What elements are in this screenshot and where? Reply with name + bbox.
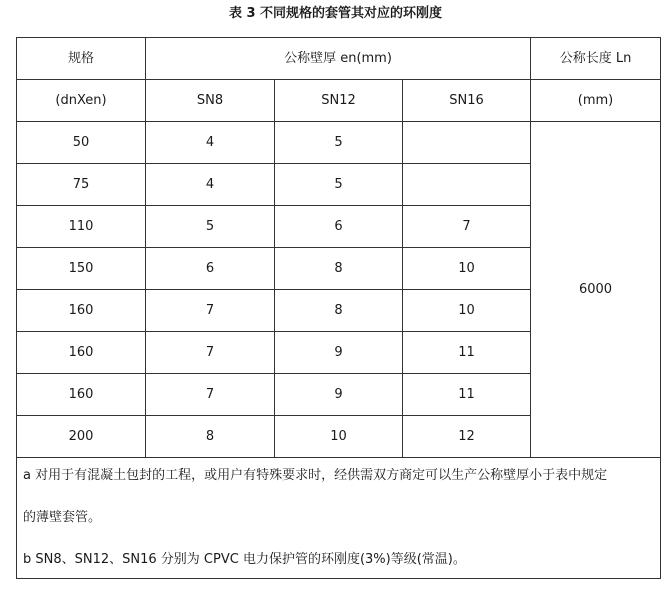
note-b: b SN8、SN12、SN16 分别为 CPVC 电力保护管的环刚度(3%)等级(常温)。 bbox=[23, 552, 466, 567]
cell-spec: 50 bbox=[17, 122, 146, 164]
cell-sn8: 4 bbox=[146, 164, 275, 206]
cell-spec: 160 bbox=[17, 332, 146, 374]
cell-sn16 bbox=[403, 164, 531, 206]
cell-sn16: 11 bbox=[403, 374, 531, 416]
header-length-label: 公称长度 Ln bbox=[531, 38, 661, 80]
table-caption: 表 3 不同规格的套管其对应的环刚度 bbox=[228, 6, 443, 21]
cell-length-value: 6000 bbox=[531, 122, 661, 458]
cell-spec: 110 bbox=[17, 206, 146, 248]
cell-sn16: 10 bbox=[403, 290, 531, 332]
header-sn12: SN12 bbox=[275, 80, 403, 122]
cell-sn8: 5 bbox=[146, 206, 275, 248]
note-a-line2: 的薄壁套管。 bbox=[23, 510, 102, 525]
cell-sn8: 4 bbox=[146, 122, 275, 164]
cell-spec: 160 bbox=[17, 290, 146, 332]
cell-sn16 bbox=[403, 122, 531, 164]
header-row-1 bbox=[17, 38, 661, 80]
header-row-2 bbox=[17, 80, 661, 122]
cell-spec: 200 bbox=[17, 416, 146, 458]
header-spec-label: 规格 bbox=[17, 38, 146, 80]
cell-spec: 160 bbox=[17, 374, 146, 416]
notes-cell bbox=[17, 458, 661, 579]
cell-sn16: 11 bbox=[403, 332, 531, 374]
cell-sn12: 8 bbox=[275, 290, 403, 332]
cell-sn12: 9 bbox=[275, 374, 403, 416]
header-spec-unit: (dnXen) bbox=[17, 80, 146, 122]
cell-sn12: 10 bbox=[275, 416, 403, 458]
cell-sn16: 12 bbox=[403, 416, 531, 458]
cell-sn12: 5 bbox=[275, 122, 403, 164]
cell-sn12: 5 bbox=[275, 164, 403, 206]
cell-sn12: 6 bbox=[275, 206, 403, 248]
cell-spec: 150 bbox=[17, 248, 146, 290]
cell-sn8: 8 bbox=[146, 416, 275, 458]
cell-sn16: 10 bbox=[403, 248, 531, 290]
cell-sn12: 8 bbox=[275, 248, 403, 290]
cell-sn8: 7 bbox=[146, 290, 275, 332]
spec-table bbox=[16, 37, 661, 579]
cell-spec: 75 bbox=[17, 164, 146, 206]
note-a-line1: a 对用于有混凝土包封的工程，或用户有特殊要求时，经供需双方商定可以生产公称壁厚小于表中规定 bbox=[23, 468, 608, 483]
table-row bbox=[17, 122, 661, 164]
notes-row bbox=[17, 458, 661, 579]
header-sn8: SN8 bbox=[146, 80, 275, 122]
cell-sn8: 6 bbox=[146, 248, 275, 290]
cell-sn16: 7 bbox=[403, 206, 531, 248]
header-length-unit: (mm) bbox=[531, 80, 661, 122]
header-thickness: 公称壁厚 en(mm) bbox=[146, 38, 531, 80]
header-sn16: SN16 bbox=[403, 80, 531, 122]
cell-sn12: 9 bbox=[275, 332, 403, 374]
cell-sn8: 7 bbox=[146, 332, 275, 374]
cell-sn8: 7 bbox=[146, 374, 275, 416]
